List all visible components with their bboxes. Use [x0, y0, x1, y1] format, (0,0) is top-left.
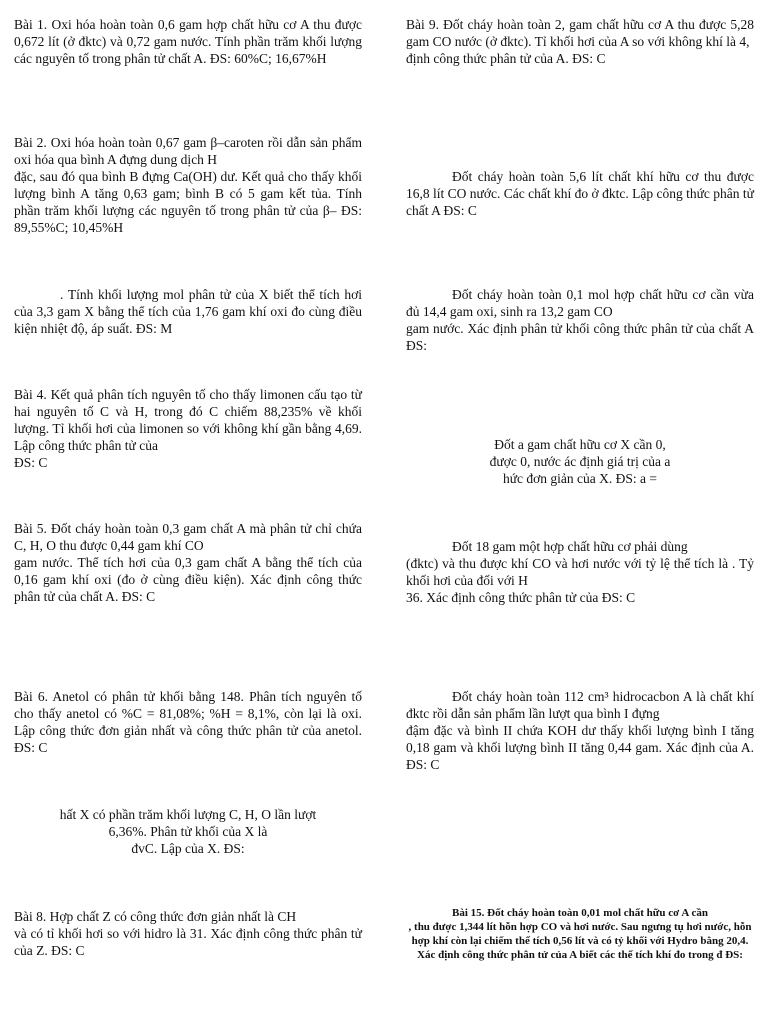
problem-15: Bài 15. Đốt cháy hoàn toàn 0,01 mol chất hữu cơ A cần , thu được 1,344 lít hỗn hợp CO và hơi nước. Sau ngưng tụ hơi nước, hỗn hợp khí còn lại chiếm thể tích 0,56 lít và có tỷ khối với Hydro bằng 20,4. Xác định công thức phân tử của A biết các thể tích khí đo trong đ ĐS: [408, 907, 752, 961]
problem-1: Bài 1. Oxi hóa hoàn toàn 0,6 gam hợp chất hữu cơ A thu được 0,672 lít (ở đktc) và 0,72 gam nước. Tính phần trăm khối lượng các nguyên tố trong phân tử chất A. ĐS: 60%C; 16,67%H [14, 17, 362, 66]
problem-8: Bài 8. Hợp chất Z có công thức đơn giản nhất là CH và có tỉ khối hơi so với hidro là 31. Xác định công thức phân tử của Z. ĐS: C [14, 909, 362, 958]
problem-9: Bài 9. Đốt cháy hoàn toàn 2, gam chất hữu cơ A thu được 5,28 gam CO nước (ở đktc). Tỉ khối hơi của A so với không khí là 4, định công thức phân tử của A. ĐS: C [406, 17, 754, 66]
problem-2: Bài 2. Oxi hóa hoàn toàn 0,67 gam β–caroten rồi dẫn sản phẩm oxi hóa qua bình A đựng dung dịch H đặc, sau đó qua bình B đựng Ca(OH) dư. Kết quả cho thấy khối lượng bình A tăng 0,63 gam; bình B có 5 gam kết tủa. Tính phần trăm khối lượng các nguyên tố trong phân tử của β– ĐS: 89,55%C; 10,45%H [14, 135, 362, 235]
problem-14: Đốt cháy hoàn toàn 112 cm³ hidrocacbon A là chất khí đktc rồi dẫn sản phẩm lần lượt qua bình I đựng đậm đặc và bình II chứa KOH dư thấy khối lượng bình I tăng 0,18 gam và khối lượng bình II tăng 0,44 gam. Xác định của A. ĐS: C [406, 689, 754, 772]
problem-13: Đốt 18 gam một hợp chất hữu cơ phải dùng (đktc) và thu được khí CO và hơi nước với tỷ lệ thể tích là . Tỷ khối hơi của đối với H 36. Xác định công thức phân tử của ĐS: C [406, 539, 754, 605]
problem-10: Đốt cháy hoàn toàn 5,6 lít chất khí hữu cơ thu được 16,8 lít CO nước. Các chất khí đo ở đktc. Lập công thức phân tử chất A ĐS: C [406, 169, 754, 218]
problem-5: Bài 5. Đốt cháy hoàn toàn 0,3 gam chất A mà phân tử chỉ chứa C, H, O thu được 0,44 gam khí CO gam nước. Thể tích hơi của 0,3 gam chất A bằng thể tích của 0,16 gam khí oxi (đo ở cùng điều kiện). Xác định công thức phân tử của chất A. ĐS: C [14, 521, 362, 604]
problem-12: Đốt a gam chất hữu cơ X cần 0, được 0, nước ác định giá trị của a hức đơn giản của X. ĐS: a = [489, 437, 671, 486]
problem-3: . Tính khối lượng mol phân tử của X biết thể tích hơi của 3,3 gam X bằng thể tích của 1,76 gam khí oxi đo cùng điều kiện nhiệt độ, áp suất. ĐS: M [14, 287, 362, 336]
problem-4: Bài 4. Kết quả phân tích nguyên tố cho thấy limonen cấu tạo từ hai nguyên tố C và H, trong đó C chiếm 88,235% về khối lượng. Tỉ khối hơi của limonen so với không khí gần bằng 4,69. Lập công thức phân tử của ĐS: C [14, 387, 362, 470]
problem-6: Bài 6. Anetol có phân tử khối bằng 148. Phân tích nguyên tố cho thấy anetol có %C = 81,08%; %H = 8,1%, còn lại là oxi. Lập công thức đơn giản nhất và công thức phân tử của anetol. ĐS: C [14, 689, 362, 755]
problem-11: Đốt cháy hoàn toàn 0,1 mol hợp chất hữu cơ cần vừa đủ 14,4 gam oxi, sinh ra 13,2 gam CO gam nước. Xác định phân tử khối công thức phân tử của chất A ĐS: [406, 287, 754, 353]
problem-7: hất X có phần trăm khối lượng C, H, O lần lượt 6,36%. Phân tử khối của X là đvC. Lập của X. ĐS: [59, 807, 317, 856]
